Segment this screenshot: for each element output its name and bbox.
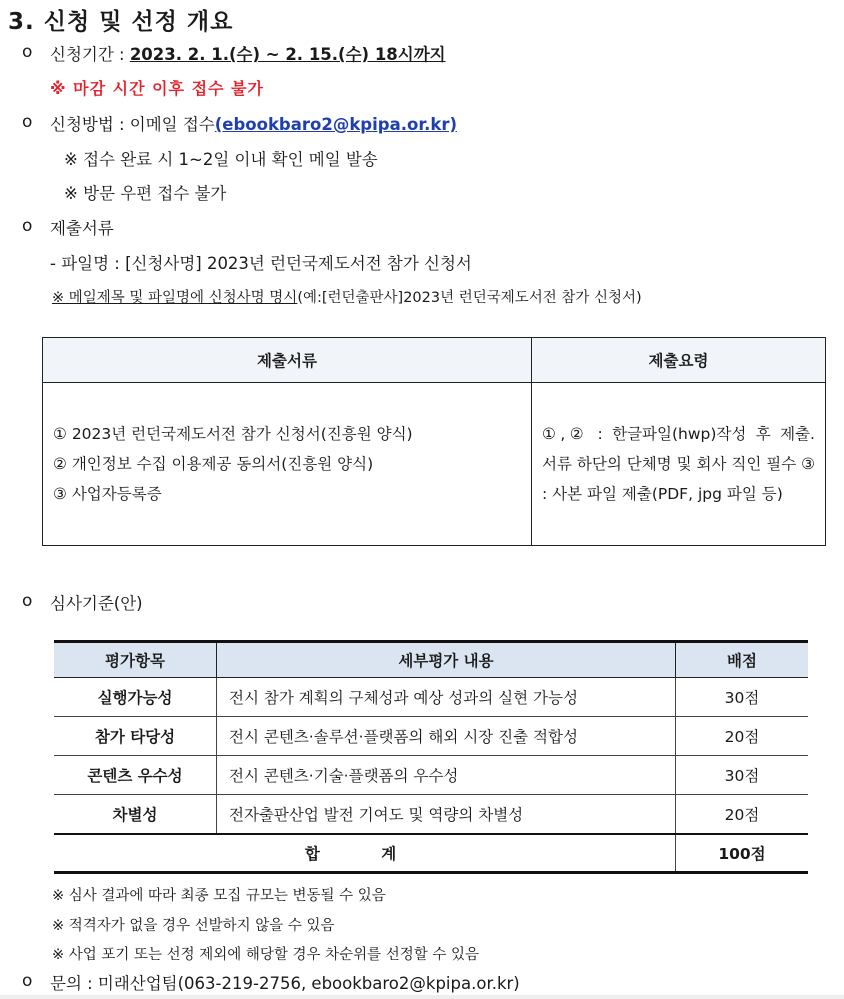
filename-note-example: (예:[런던출판사]2023년 런던국제도서전 참가 신청서) bbox=[297, 290, 642, 306]
documents-table bbox=[42, 337, 826, 546]
criteria-item: 콘텐츠 우수성 bbox=[54, 756, 217, 795]
contact-line: 문의 : 미래산업팀(063-219-2756, ebookbaro2@kpipa.or.kr) bbox=[50, 974, 520, 993]
filename-line: - 파일명 : [신청사명] 2023년 런던국제도서전 참가 신청서 bbox=[50, 254, 472, 273]
criteria-score: 30점 bbox=[676, 756, 809, 795]
criteria-label: 심사기준(안) bbox=[50, 594, 143, 613]
filename-note bbox=[52, 286, 642, 307]
doc-item: ② 개인정보 수집 이용제공 동의서(진흥원 양식) bbox=[53, 455, 374, 473]
table-row bbox=[54, 756, 808, 795]
criteria-header-score: 배점 bbox=[676, 642, 809, 678]
email-link[interactable]: (ebookbaro2@kpipa.or.kr) bbox=[214, 115, 458, 134]
total-label: 합 계 bbox=[54, 834, 676, 873]
criteria-detail: 전자출판산업 발전 기여도 및 역량의 차별성 bbox=[217, 795, 676, 835]
criteria-header-detail: 세부평가 내용 bbox=[217, 642, 676, 678]
method-note-1: ※ 접수 완료 시 1~2일 이내 확인 메일 발송 bbox=[64, 150, 378, 169]
table-row bbox=[54, 717, 808, 756]
note-2: ※ 적격자가 없을 경우 선발하지 않을 수 있음 bbox=[52, 918, 335, 934]
criteria-score: 20점 bbox=[676, 717, 809, 756]
method-note-2: ※ 방문 우편 접수 불가 bbox=[64, 184, 227, 203]
criteria-detail: 전시 콘텐츠·솔루션·플랫폼의 해외 시장 진출 적합성 bbox=[217, 717, 676, 756]
doc-item: ③ 사업자등록증 bbox=[53, 485, 162, 503]
filename-note-emphasis: ※ 메일제목 및 파일명에 신청사명 명시 bbox=[52, 290, 298, 306]
method-label: 신청방법 : 이메일 접수 bbox=[50, 115, 215, 134]
table-row bbox=[54, 678, 808, 717]
section-heading: 3. 신청 및 선정 개요 bbox=[8, 9, 234, 35]
note-1: ※ 심사 결과에 따라 최종 모집 규모는 변동될 수 있음 bbox=[52, 888, 386, 904]
criteria-item: 참가 타당성 bbox=[54, 717, 217, 756]
table-row bbox=[54, 795, 808, 835]
method-line bbox=[50, 111, 457, 135]
bullet-marker: o bbox=[22, 112, 33, 132]
documents-label: 제출서류 bbox=[50, 219, 114, 238]
total-row bbox=[54, 834, 808, 873]
criteria-score: 30점 bbox=[676, 678, 809, 717]
criteria-table bbox=[54, 640, 808, 874]
period-label: 신청기간 : bbox=[50, 45, 130, 64]
criteria-detail: 전시 참가 계획의 구체성과 예상 성과의 실현 가능성 bbox=[217, 678, 676, 717]
doc-table-header-guide: 제출요령 bbox=[532, 338, 826, 383]
doc-guide-cell: ①,② : 한글파일(hwp)작성 후 제출. 서류 하단의 단체명 및 회사 직인 필수 ③ : 사본 파일 제출(PDF, jpg 파일 등) bbox=[532, 383, 826, 546]
doc-item: ① 2023년 런던국제도서전 참가 신청서(진흥원 양식) bbox=[53, 425, 413, 443]
bullet-marker: o bbox=[22, 971, 33, 991]
doc-table-header-docs: 제출서류 bbox=[43, 338, 532, 383]
note-3: ※ 사업 포기 또는 선정 제외에 해당할 경우 차순위를 선정할 수 있음 bbox=[52, 947, 480, 963]
bullet-marker: o bbox=[22, 591, 33, 611]
doc-items-cell bbox=[43, 383, 532, 546]
total-score: 100점 bbox=[676, 834, 809, 873]
page-bottom-divider bbox=[0, 995, 844, 999]
bullet-marker: o bbox=[22, 216, 33, 236]
criteria-detail: 전시 콘텐츠·기술·플랫폼의 우수성 bbox=[217, 756, 676, 795]
criteria-score: 20점 bbox=[676, 795, 809, 835]
deadline-notice: ※ 마감 시간 이후 접수 불가 bbox=[50, 79, 264, 98]
bullet-marker: o bbox=[22, 42, 33, 62]
criteria-header-item: 평가항목 bbox=[54, 642, 217, 678]
period-value: 2023. 2. 1.(수) ~ 2. 15.(수) 18시까지 bbox=[129, 45, 446, 64]
criteria-item: 실행가능성 bbox=[54, 678, 217, 717]
criteria-item: 차별성 bbox=[54, 795, 217, 835]
period-line bbox=[50, 41, 446, 65]
